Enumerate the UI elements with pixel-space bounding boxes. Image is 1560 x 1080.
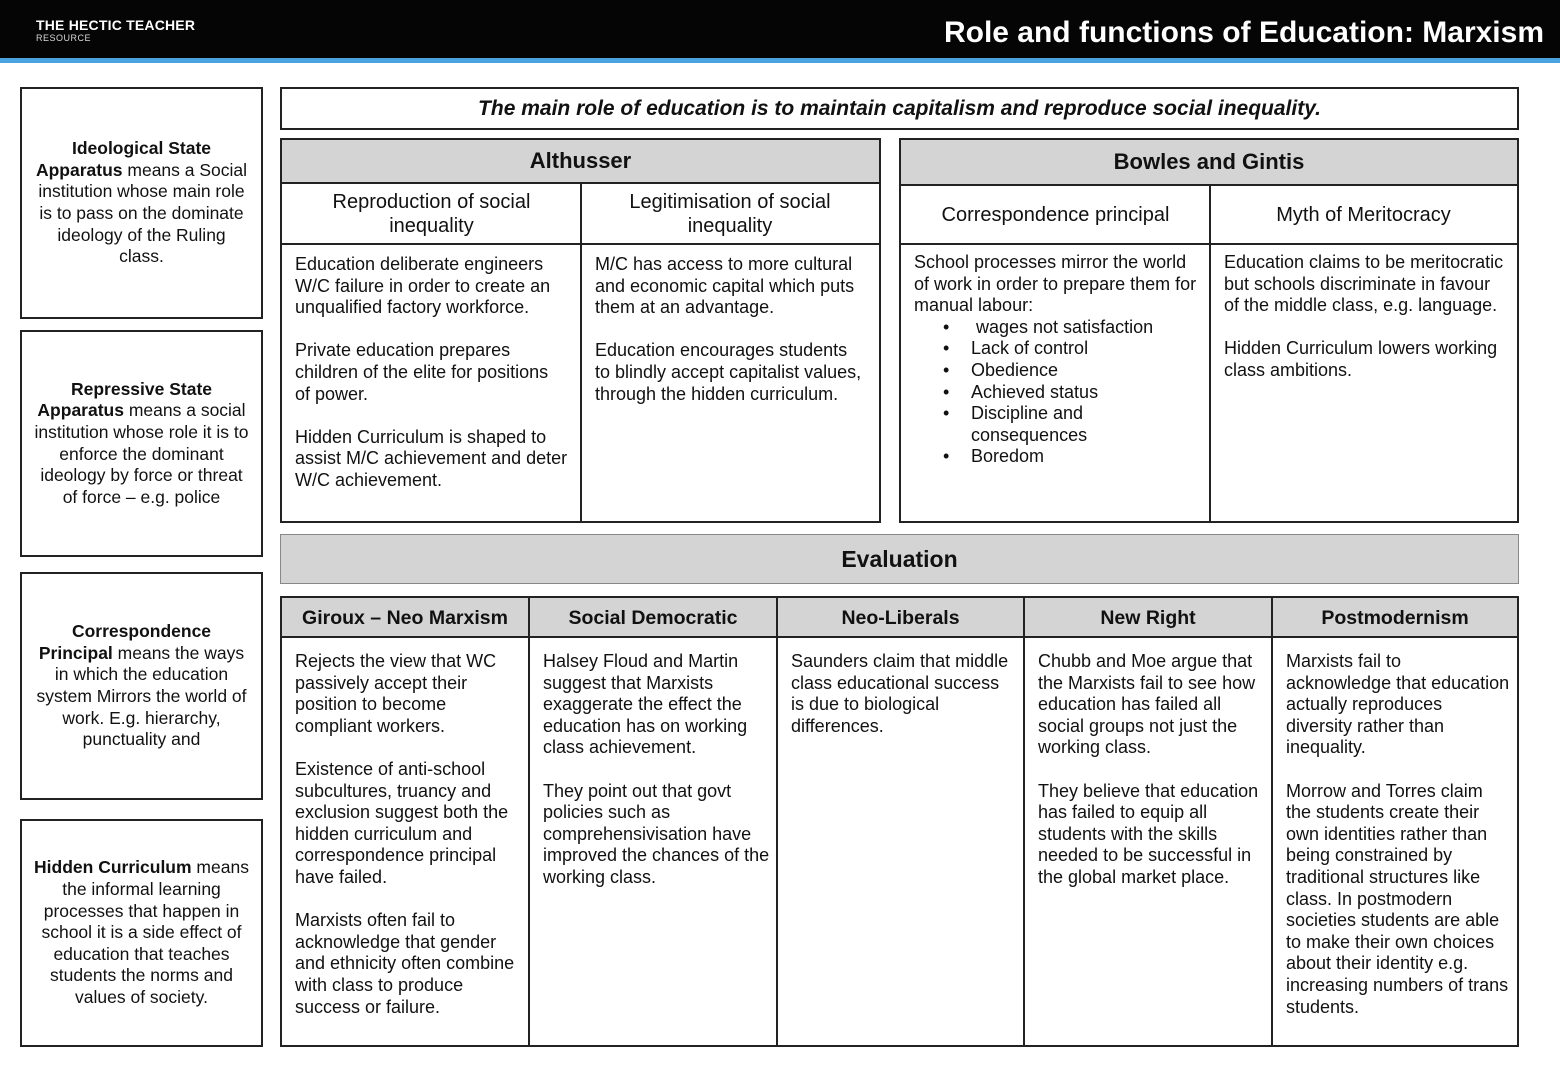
bowles-col2-para: Hidden Curriculum lowers working class ambitions. (1224, 338, 1498, 380)
evaluation-title: Evaluation (280, 534, 1519, 584)
althusser-col1-para: Private education prepares children of the elite for positions of power. (295, 340, 549, 404)
evaluation-para: Existence of anti-school subcultures, truancy and exclusion suggest both the hidden curriculum and correspondence principal have failed. (295, 758, 509, 887)
evaluation-para: Marxists often fail to acknowledge that gender and ethnicity often combine with class to produce success or failure. (295, 910, 515, 1017)
althusser-col1-head: Reproduction of social inequality (282, 184, 581, 245)
main-role-statement: The main role of education is to maintain capitalism and reproduce social inequality. (280, 87, 1519, 130)
definition-repressive-state-apparatus (20, 330, 263, 557)
definition-term: Hidden Curriculum (34, 857, 192, 878)
evaluation-head-social-democratic: Social Democratic (530, 598, 776, 638)
header-divider (282, 636, 1517, 638)
althusser-col1-para: Education deliberate engineers W/C failure in order to create an unqualified factory workforce. (295, 254, 551, 318)
bowles-col1-bullet-list (914, 317, 1197, 468)
evaluation-para: Halsey Floud and Martin suggest that Marxists exaggerate the effect the education has on working class achievement. (543, 651, 748, 758)
bowles-col1-intro: School processes mirror the world of work in order to prepare them for manual labour: (914, 252, 1197, 316)
definition-text: means the informal learning processes that happen in school it is a side effect of education that teaches students the norms and values of society. (41, 857, 249, 1007)
page-title: Role and functions of Education: Marxism (943, 16, 1544, 49)
definition-term: Ideological State Apparatus (35, 138, 212, 180)
althusser-table (280, 138, 881, 523)
evaluation-para: Morrow and Torres claim the students create their own identities rather than being constrained by traditional structures like class. In postmodern societies students are able to make their own choices about their identity e.g. increasing numbers of trans students. (1286, 780, 1509, 1017)
bowles-col1-body (901, 243, 1209, 468)
evaluation-para: Marxists fail to acknowledge that education actually reproduces diversity rather than inequality. (1286, 651, 1510, 758)
evaluation-para: Rejects the view that WC passively accept their position to become compliant workers. (295, 651, 497, 736)
header-bar (0, 0, 1560, 58)
bowles-gintis-title: Bowles and Gintis (901, 140, 1517, 186)
evaluation-body-giroux (282, 642, 528, 1018)
althusser-col2-head: Legitimisation of social inequality (581, 184, 879, 245)
bowles-col1-head: Correspondence principal (901, 186, 1210, 245)
althusser-col2-para: M/C has access to more cultural and economic capital which puts them at an advantage. (595, 254, 855, 318)
list-item: • wages not satisfaction (914, 317, 1197, 339)
althusser-col1-para: Hidden Curriculum is shaped to assist M/C achievement and deter W/C achievement. (295, 426, 568, 490)
list-item: • Boredom (914, 446, 1197, 468)
evaluation-body-new-right (1025, 642, 1271, 889)
evaluation-body-neo-liberals (778, 642, 1023, 737)
althusser-col1-body (282, 245, 580, 492)
brand-name: THE HECTIC TEACHER (36, 17, 196, 33)
header-accent-rule (0, 58, 1560, 63)
bowles-gintis-table (899, 138, 1519, 523)
evaluation-head-postmodernism: Postmodernism (1273, 598, 1517, 638)
bowles-col2-para: Education claims to be meritocratic but schools discriminate in favour of the middle class, e.g. language. (1224, 252, 1504, 316)
list-item: • Discipline and consequences (914, 403, 1197, 446)
althusser-col2-para: Education encourages students to blindly accept capitalist values, through the hidden curriculum. (595, 340, 862, 404)
evaluation-head-new-right: New Right (1025, 598, 1271, 638)
definition-correspondence-principal (20, 572, 263, 800)
definition-hidden-curriculum (20, 819, 263, 1047)
evaluation-body-postmodernism (1273, 642, 1517, 1018)
list-item: • Lack of control (914, 338, 1197, 360)
list-item: • Obedience (914, 360, 1197, 382)
definition-text: means a social institution whose role it is to enforce the dominant ideology by force or threat of force – e.g. police (34, 400, 249, 507)
evaluation-para: Saunders claim that middle class educational success is due to biological differences. (791, 651, 1009, 736)
evaluation-head-giroux: Giroux – Neo Marxism (282, 598, 528, 638)
definition-ideological-state-apparatus (20, 87, 263, 319)
evaluation-body-social-democratic (530, 642, 776, 889)
bowles-col2-head: Myth of Meritocracy (1210, 186, 1517, 245)
evaluation-head-neo-liberals: Neo-Liberals (778, 598, 1023, 638)
evaluation-para: They believe that education has failed to equip all students with the skills needed to be successful in the global market place. (1038, 780, 1259, 887)
definition-text: means a Social institution whose main role is to pass on the dominate ideology of the Ruling class. (38, 159, 248, 267)
brand-sub: RESOURCE (36, 33, 92, 43)
list-item: • Achieved status (914, 382, 1197, 404)
evaluation-para: They point out that govt policies such as comprehensivisation have improved the chances of the working class. (543, 780, 770, 887)
althusser-title: Althusser (282, 140, 879, 184)
definition-term: Correspondence Principal (38, 621, 212, 663)
definition-term: Repressive State Apparatus (37, 378, 213, 421)
evaluation-para: Chubb and Moe argue that the Marxists fail to see how education has failed all social groups not just the working class. (1038, 651, 1256, 758)
evaluation-table (280, 596, 1519, 1047)
bowles-col2-body (1211, 243, 1517, 382)
brand-logo (36, 17, 195, 44)
definition-text: means the ways in which the education system Mirrors the world of work. E.g. hierarchy, punctuality and (36, 642, 247, 750)
althusser-col2-body (582, 245, 879, 405)
